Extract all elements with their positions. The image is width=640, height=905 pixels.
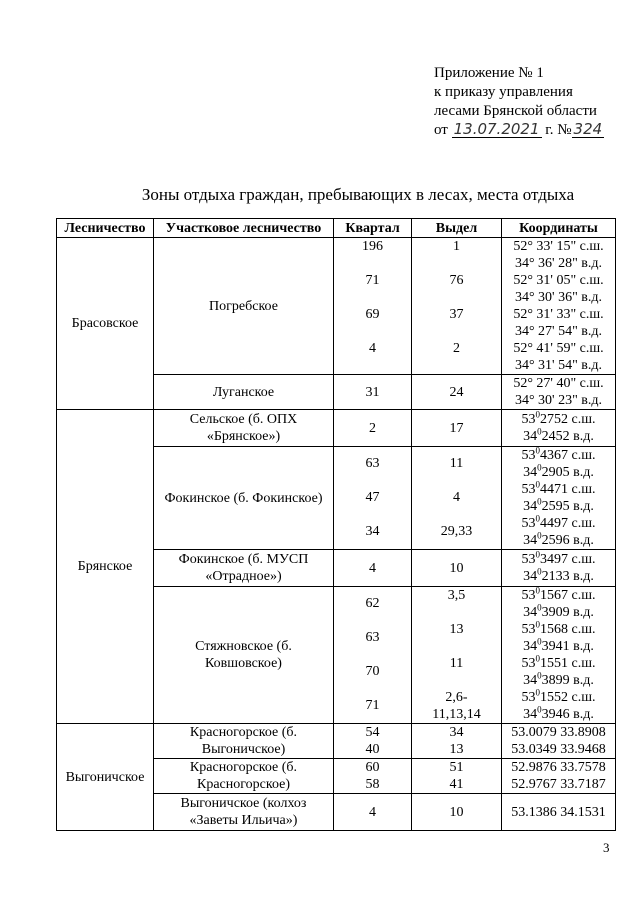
district-cell: Фокинское (б. МУСП «Отрадное») — [154, 550, 334, 587]
district-cell: Стяжновское (б. Ковшовское) — [154, 587, 334, 724]
table-row — [57, 410, 616, 447]
plot-cell: 24 — [412, 375, 502, 410]
handwritten-number: 324 — [573, 120, 603, 138]
quarter-cell: 31 — [334, 375, 412, 410]
table-row — [57, 238, 616, 375]
handwritten-date: 13.07.2021 — [453, 120, 540, 138]
col-header-forestry: Лесничество — [57, 219, 154, 238]
col-header-quarter: Квартал — [334, 219, 412, 238]
coordinates-cell: 53.0079 33.8908 53.0349 33.9468 — [502, 724, 616, 759]
appendix-line-2: к приказу управления — [434, 84, 573, 100]
district-cell: Погребское — [154, 238, 334, 375]
quarter-cell: 2 — [334, 410, 412, 447]
coordinates-cell: $53^04367$ с.ш. $34^02905$ в.д. $53^04471$ с.ш. $34^02595$ в.д. $53^04497$ с.ш. $34^02596$ в.д. — [502, 447, 616, 550]
appendix-line-3: лесами Брянской области — [434, 103, 597, 119]
quarter-cell: 63 47 34 — [334, 447, 412, 550]
coordinates-cell: 53.1386 34.1531 — [502, 794, 616, 831]
forestry-cell: Выгоничское — [57, 724, 154, 831]
col-header-district: Участковое лесничество — [154, 219, 334, 238]
forestry-cell: Брянское — [57, 410, 154, 724]
table-header-row — [57, 219, 616, 238]
quarter-cell: 60 58 — [334, 759, 412, 794]
g-number-label: г. № — [545, 122, 572, 138]
district-cell: Красногорское (б. Красногорское) — [154, 759, 334, 794]
appendix-header — [434, 64, 634, 140]
coordinates-cell: $53^01567$ с.ш. $34^03909$ в.д. $53^01568$ с.ш. $34^03941$ в.д. $53^01551$ с.ш. $34^03899$ в.д. $53^01552$ с.ш. $34^03946$ в.д. — [502, 587, 616, 724]
forestry-cell: Брасовское — [57, 238, 154, 410]
appendix-line-4 — [434, 121, 634, 140]
coordinates-cell: $53^03497$ с.ш. $34^02133$ в.д. — [502, 550, 616, 587]
col-header-coordinates: Координаты — [502, 219, 616, 238]
quarter-cell: 4 — [334, 550, 412, 587]
coordinates-cell: 52.9876 33.7578 52.9767 33.7187 — [502, 759, 616, 794]
recreation-zones-table — [56, 218, 616, 831]
col-header-plot: Выдел — [412, 219, 502, 238]
plot-cell: 10 — [412, 550, 502, 587]
coordinates-cell: 52° 27' 40" с.ш. 34° 30' 23" в.д. — [502, 375, 616, 410]
plot-cell: 17 — [412, 410, 502, 447]
district-cell: Выгоничское (колхоз «Заветы Ильича») — [154, 794, 334, 831]
plot-cell: 1 76 37 2 — [412, 238, 502, 375]
plot-cell: 34 13 — [412, 724, 502, 759]
quarter-cell: 4 — [334, 794, 412, 831]
district-cell: Сельское (б. ОПХ «Брянское») — [154, 410, 334, 447]
quarter-cell: 54 40 — [334, 724, 412, 759]
district-cell: Красногорское (б. Выгоничское) — [154, 724, 334, 759]
quarter-cell: 62 63 70 71 — [334, 587, 412, 724]
appendix-line-1: Приложение № 1 — [434, 65, 544, 81]
page-number: 3 — [603, 840, 610, 855]
district-cell: Фокинское (б. Фокинское) — [154, 447, 334, 550]
table-row — [57, 724, 616, 759]
plot-cell: 3,5 13 11 2,6- 11,13,14 — [412, 587, 502, 724]
plot-cell: 10 — [412, 794, 502, 831]
district-cell: Луганское — [154, 375, 334, 410]
ot-label: от — [434, 122, 448, 138]
document-title: Зоны отдыха граждан, пребывающих в лесах, места отдыха — [141, 185, 575, 204]
coordinates-cell: $53^02752$ с.ш. $34^02452$ в.д. — [502, 410, 616, 447]
plot-cell: 11 4 29,33 — [412, 447, 502, 550]
coordinates-cell: 52° 33' 15" с.ш. 34° 36' 28" в.д. 52° 31' 05" с.ш. 34° 30' 36" в.д. 52° 31' 33" с.ш. 34° 27' 54" в.д. 52° 41' 59" с.ш. 34° 31' 54" в.д. — [502, 238, 616, 375]
plot-cell: 51 41 — [412, 759, 502, 794]
quarter-cell: 196 71 69 4 — [334, 238, 412, 375]
